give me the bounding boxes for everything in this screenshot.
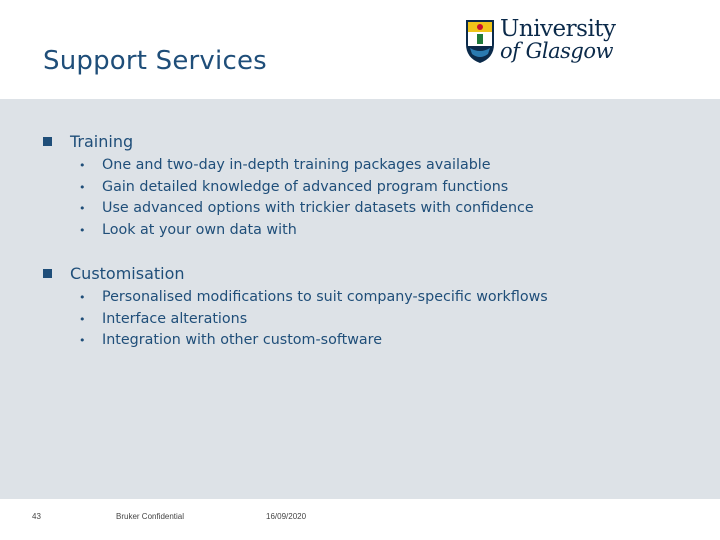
list-item [79,198,534,220]
list-item-text: Integration with other custom-software [102,332,383,349]
dot-bullet-icon: • [79,159,86,172]
footer-date: 16/09/2020 [266,512,307,521]
section-training [43,130,534,242]
list-item [79,220,534,242]
bullet-list [79,287,548,352]
square-bullet-icon [43,269,52,278]
list-item-text: Look at your own data with [102,222,297,239]
logo-line-1: University [500,16,616,42]
list-item [79,155,534,177]
list-item [79,309,548,331]
bullet-list [79,155,534,242]
dot-bullet-icon: • [79,224,86,238]
list-item-text: Personalised modifications to suit company-specific workflows [102,289,548,305]
list-item-text: Interface alterations [102,310,248,327]
university-crest-icon [464,18,496,64]
dot-bullet-icon: • [79,180,86,194]
square-bullet-icon [43,137,52,146]
list-item-text: Gain detailed knowledge of advanced program functions [102,178,509,195]
list-item [79,177,534,199]
section-heading-row [43,130,534,152]
slide-title: Support Services [43,46,267,76]
dot-bullet-icon: • [79,291,86,304]
dot-bullet-icon: • [79,202,86,216]
slide-footer [0,499,720,540]
logo-wordmark [500,18,616,62]
slide-header [0,0,720,99]
list-item [79,330,548,352]
confidential-label: Bruker Confidential [116,512,185,521]
list-item [79,287,548,309]
dot-bullet-icon: • [79,334,86,348]
list-item-text: One and two-day in-depth training packages available [102,157,491,173]
logo-line-2: of Glasgow [500,39,613,63]
section-heading: Training [70,131,134,151]
list-item-text: Use advanced options with trickier datasets with confidence [102,200,534,217]
dot-bullet-icon: • [79,312,86,326]
section-customisation [43,262,548,352]
page-number: 43 [32,512,41,521]
section-heading-row [43,262,548,284]
university-logo [464,16,616,66]
section-heading: Customisation [70,263,185,283]
